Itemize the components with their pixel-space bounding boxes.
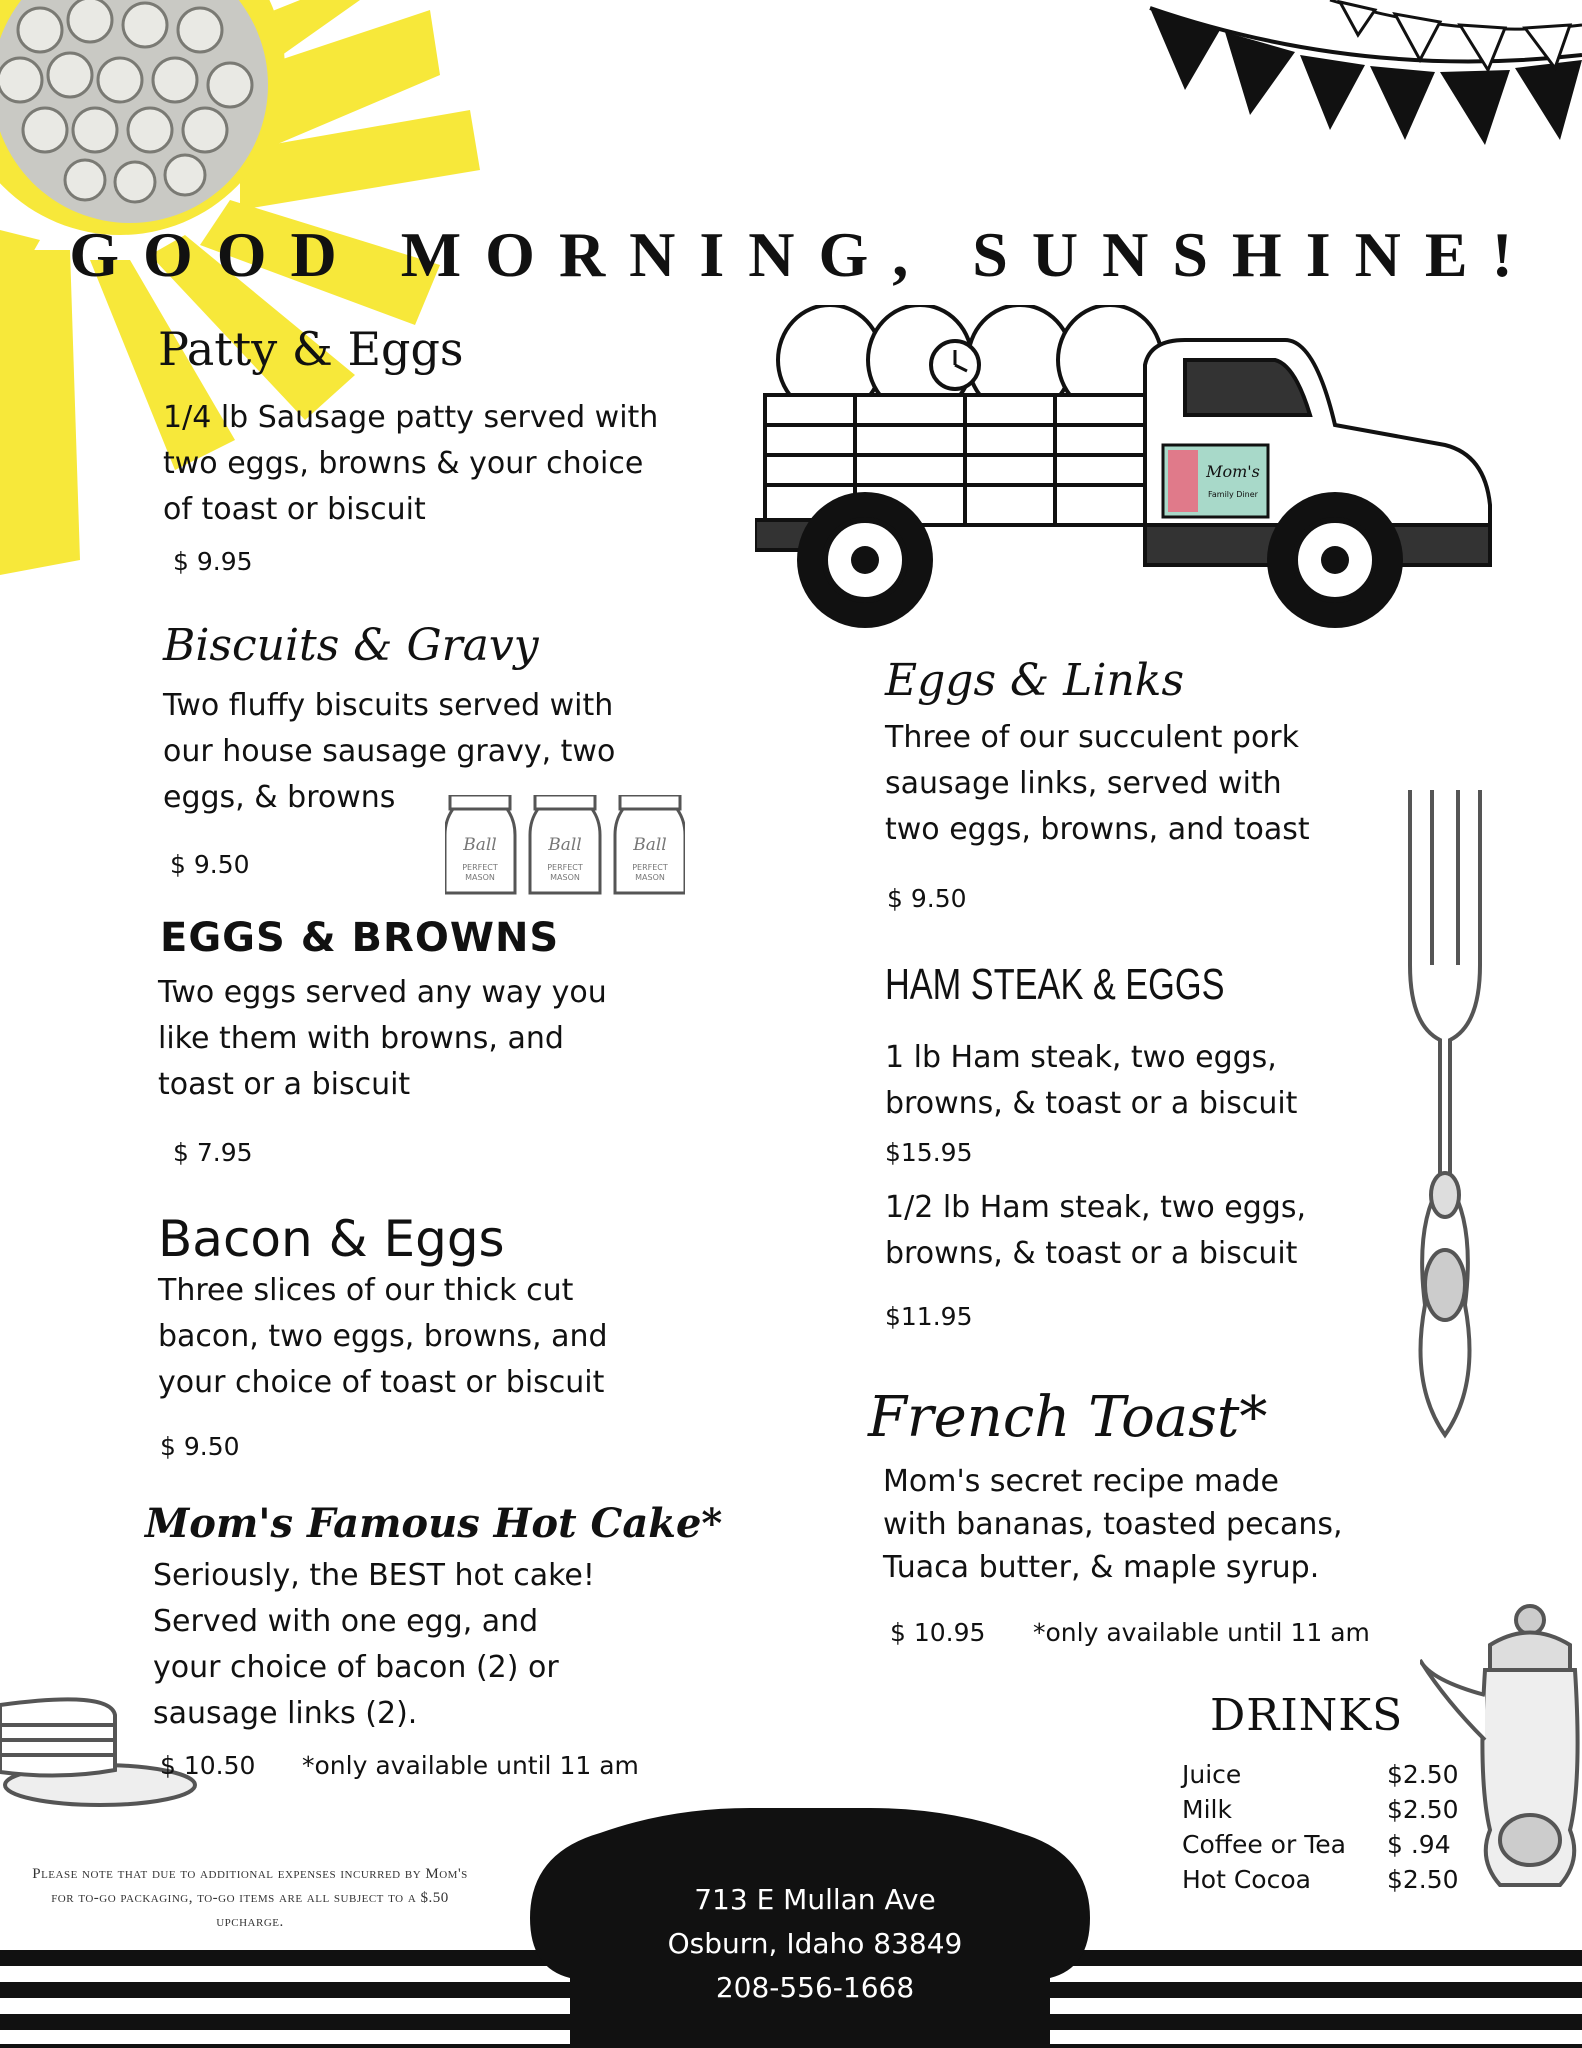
item-price-hot-cake: $ 10.50	[160, 1751, 256, 1780]
to-go-disclaimer	[30, 1862, 470, 1934]
drinks-list	[1182, 1757, 1459, 1897]
desc-line: 1/2 lb Ham steak, two eggs,	[885, 1190, 1307, 1225]
truck-sign-title: Mom's	[1206, 462, 1260, 481]
drink-name: Hot Cocoa	[1182, 1865, 1311, 1894]
restaurant-address	[590, 1878, 1040, 2010]
pennant-flag	[1300, 55, 1365, 130]
item-note-hot-cake: *only available until 11 am	[302, 1751, 639, 1780]
jar-label-line: MASON	[550, 873, 580, 882]
item-desc-ham-1lb	[885, 1035, 1297, 1127]
item-desc-ham-half-lb	[885, 1185, 1306, 1277]
pennant-flag	[1150, 8, 1220, 90]
drink-row	[1182, 1757, 1459, 1792]
desc-line: bacon, two eggs, browns, and	[158, 1319, 608, 1354]
item-note-french-toast: *only available until 11 am	[1033, 1618, 1370, 1647]
drink-row	[1182, 1862, 1459, 1897]
truck-wheel	[797, 492, 933, 628]
item-price-biscuits-gravy: $ 9.50	[170, 850, 250, 879]
drink-price: $2.50	[1387, 1865, 1459, 1894]
desc-line: 1 lb Ham steak, two eggs,	[885, 1040, 1277, 1075]
address-street: 713 E Mullan Ave	[694, 1883, 936, 1916]
drinks-title: DRINKS	[1210, 1690, 1404, 1741]
item-price-eggs-links: $ 9.50	[887, 884, 967, 913]
desc-line: toast or a biscuit	[158, 1067, 411, 1102]
desc-line: of toast or biscuit	[163, 492, 426, 527]
item-desc-biscuits-gravy	[163, 683, 615, 821]
desc-line: eggs, & browns	[163, 780, 396, 815]
desc-line: browns, & toast or a biscuit	[885, 1236, 1298, 1271]
desc-line: Two fluffy biscuits served with	[163, 688, 614, 723]
item-price-ham-half-lb: $11.95	[885, 1302, 973, 1331]
address-city: Osburn, Idaho 83849	[667, 1927, 963, 1960]
jar-label-line: MASON	[635, 873, 665, 882]
desc-line: browns, & toast or a biscuit	[885, 1086, 1298, 1121]
item-title-bacon-eggs: Bacon & Eggs	[158, 1210, 505, 1268]
desc-line: 1/4 lb Sausage patty served with	[163, 400, 659, 435]
item-title-patty-eggs: Patty & Eggs	[158, 322, 464, 376]
jar-brand: Ball	[463, 835, 497, 855]
drink-name: Coffee or Tea	[1182, 1830, 1346, 1859]
drink-name: Milk	[1182, 1795, 1232, 1824]
jar-label-line: PERFECT	[547, 863, 583, 872]
item-desc-eggs-links	[885, 715, 1310, 853]
pennant-flag	[1525, 25, 1570, 68]
disclaimer-line: upcharge.	[216, 1914, 284, 1930]
drink-price: $ .94	[1387, 1830, 1451, 1859]
item-desc-patty-eggs	[163, 395, 658, 533]
drink-row	[1182, 1792, 1459, 1827]
disclaimer-line: for to-go packaging, to-go items are all subject to a $.50	[51, 1890, 449, 1906]
jar-brand: Ball	[633, 835, 667, 855]
bunting-banner	[1130, 0, 1582, 165]
item-desc-hot-cake	[153, 1553, 595, 1737]
desc-line: our house sausage gravy, two	[163, 734, 616, 769]
drink-price: $2.50	[1387, 1795, 1459, 1824]
item-price-ham-1lb: $15.95	[885, 1138, 973, 1167]
item-title-eggs-browns: EGGS & BROWNS	[160, 915, 560, 961]
truck-door-sign	[1163, 445, 1268, 517]
desc-line: Tuaca butter, & maple syrup.	[883, 1550, 1320, 1585]
item-price-eggs-browns: $ 7.95	[173, 1138, 253, 1167]
desc-line: Seriously, the BEST hot cake!	[153, 1558, 595, 1593]
drink-row	[1182, 1827, 1459, 1862]
drink-price: $2.50	[1387, 1760, 1459, 1789]
alarm-clock-icon	[931, 341, 979, 389]
item-title-french-toast: French Toast*	[868, 1385, 1268, 1450]
desc-line: with bananas, toasted pecans,	[883, 1507, 1343, 1542]
sun-ray	[0, 250, 80, 575]
pennant-flag	[1340, 2, 1375, 35]
truck-wheel	[1267, 492, 1403, 628]
jar-brand: Ball	[548, 835, 582, 855]
fork-illustration	[1390, 785, 1500, 1450]
disclaimer-line: Please note that due to additional expenses incurred by Mom's	[32, 1866, 468, 1882]
desc-line: sausage links, served with	[885, 766, 1282, 801]
pennant-flag	[1395, 14, 1440, 60]
item-title-hot-cake: Mom's Famous Hot Cake*	[145, 1500, 723, 1547]
desc-line: your choice of bacon (2) or	[153, 1650, 559, 1685]
mason-jar-icon	[615, 795, 685, 893]
desc-line: your choice of toast or biscuit	[158, 1365, 605, 1400]
item-price-patty-eggs: $ 9.95	[173, 547, 253, 576]
desc-line: two eggs, browns & your choice	[163, 446, 644, 481]
truck-bed	[765, 395, 1145, 525]
desc-line: Two eggs served any way you	[158, 975, 607, 1010]
desc-line: Three slices of our thick cut	[158, 1273, 574, 1308]
desc-line: sausage links (2).	[153, 1696, 418, 1731]
desc-line: two eggs, browns, and toast	[885, 812, 1310, 847]
truck-sign-subtitle: Family Diner	[1208, 490, 1258, 499]
vintage-truck-illustration	[755, 305, 1495, 635]
address-phone: 208-556-1668	[715, 1971, 915, 2004]
item-title-ham-steak: HAM STEAK & EGGS	[885, 960, 1225, 1009]
drink-name: Juice	[1182, 1760, 1242, 1789]
jar-label-line: PERFECT	[462, 863, 498, 872]
pennant-flag	[1370, 66, 1435, 140]
pennant-flag	[1515, 60, 1582, 140]
desc-line: like them with browns, and	[158, 1021, 564, 1056]
desc-line: Three of our succulent pork	[885, 720, 1300, 755]
item-desc-eggs-browns	[158, 970, 607, 1108]
jar-label-line: PERFECT	[632, 863, 668, 872]
item-title-biscuits-gravy: Biscuits & Gravy	[163, 620, 539, 671]
item-price-french-toast: $ 10.95	[890, 1618, 986, 1647]
page-headline: GOOD MORNING, SUNSHINE!	[69, 219, 1537, 290]
desc-line: Mom's secret recipe made	[883, 1464, 1279, 1499]
item-desc-bacon-eggs	[158, 1268, 608, 1406]
pennant-flag	[1440, 70, 1510, 145]
item-title-eggs-links: Eggs & Links	[885, 655, 1185, 706]
item-price-bacon-eggs: $ 9.50	[160, 1432, 240, 1461]
desc-line: Served with one egg, and	[153, 1604, 539, 1639]
jar-label-line: MASON	[465, 873, 495, 882]
item-desc-french-toast	[883, 1460, 1343, 1589]
